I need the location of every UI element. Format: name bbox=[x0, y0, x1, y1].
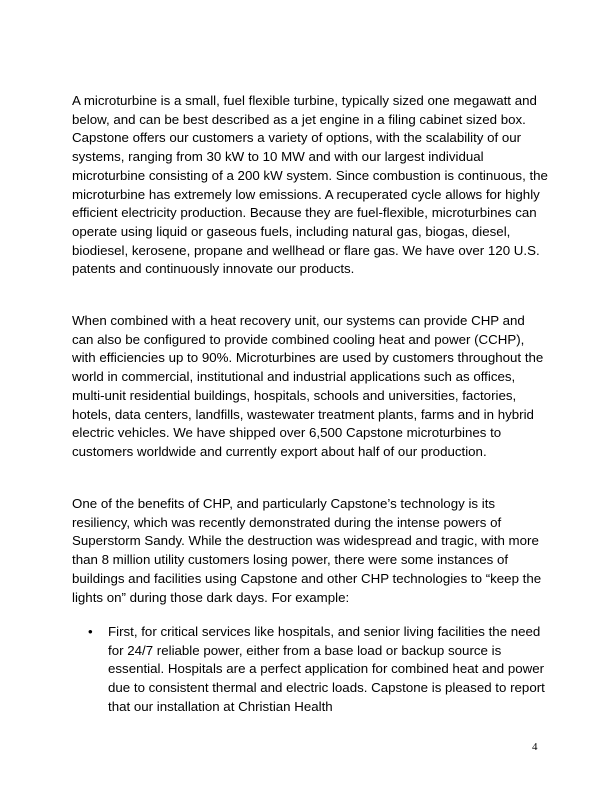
paragraph-chp-applications: When combined with a heat recovery unit, our systems can provide CHP and can also be configured to provide combined cooling heat and power (CCHP), with efficiencies up to 90%. Microturbines are used by customers throughout the world in commercial, institutional and industrial applications such as offices, multi-unit residential buildings, hospitals, schools and universities, factories, hotels, data centers, landfills, wastewater treatment plants, farms and in hybrid electric vehicles. We have shipped over 6,500 Capstone microturbines to customers worldwide and currently export about half of our production. bbox=[72, 313, 544, 459]
bullet-text: First, for critical services like hospitals, and senior living facilities the need for 24/7 reliable power, either from a base load or backup source is essential. Hospitals are a perfect application for combined heat and power due to consistent thermal and electric loads. Capstone is pleased to report that our installation at Christian Health bbox=[108, 624, 545, 714]
page-number: 4 bbox=[532, 741, 538, 753]
list-item bbox=[72, 623, 548, 717]
paragraph-resiliency-sandy: One of the benefits of CHP, and particularly Capstone’s technology is its resiliency, which was recently demonstrated during the intense powers of Superstorm Sandy. While the destruction was widespread and tragic, with more than 8 million utility customers losing power, there were some instances of buildings and facilities using Capstone and other CHP technologies to “keep the lights on” during those dark days. For example: bbox=[72, 496, 542, 605]
bullet-list bbox=[72, 623, 548, 717]
paragraph-microturbine-description: A microturbine is a small, fuel flexible turbine, typically sized one megawatt and below, and can be best described as a jet engine in a filing cabinet sized box. Capstone offers our customers a variety of options, with the scalability of our systems, ranging from 30 kW to 10 MW and with our largest individual microturbine consisting of a 200 kW system. Since combustion is continuous, the microturbine has extremely low emissions. A recuperated cycle allows for highly efficient electricity production. Because they are fuel-flexible, microturbines can operate using liquid or gaseous fuels, including natural gas, biogas, diesel, biodiesel, kerosene, propane and wellhead or flare gas. We have over 120 U.S. patents and continuously innovate our products. bbox=[72, 93, 548, 277]
bullet-marker: • bbox=[88, 624, 93, 639]
